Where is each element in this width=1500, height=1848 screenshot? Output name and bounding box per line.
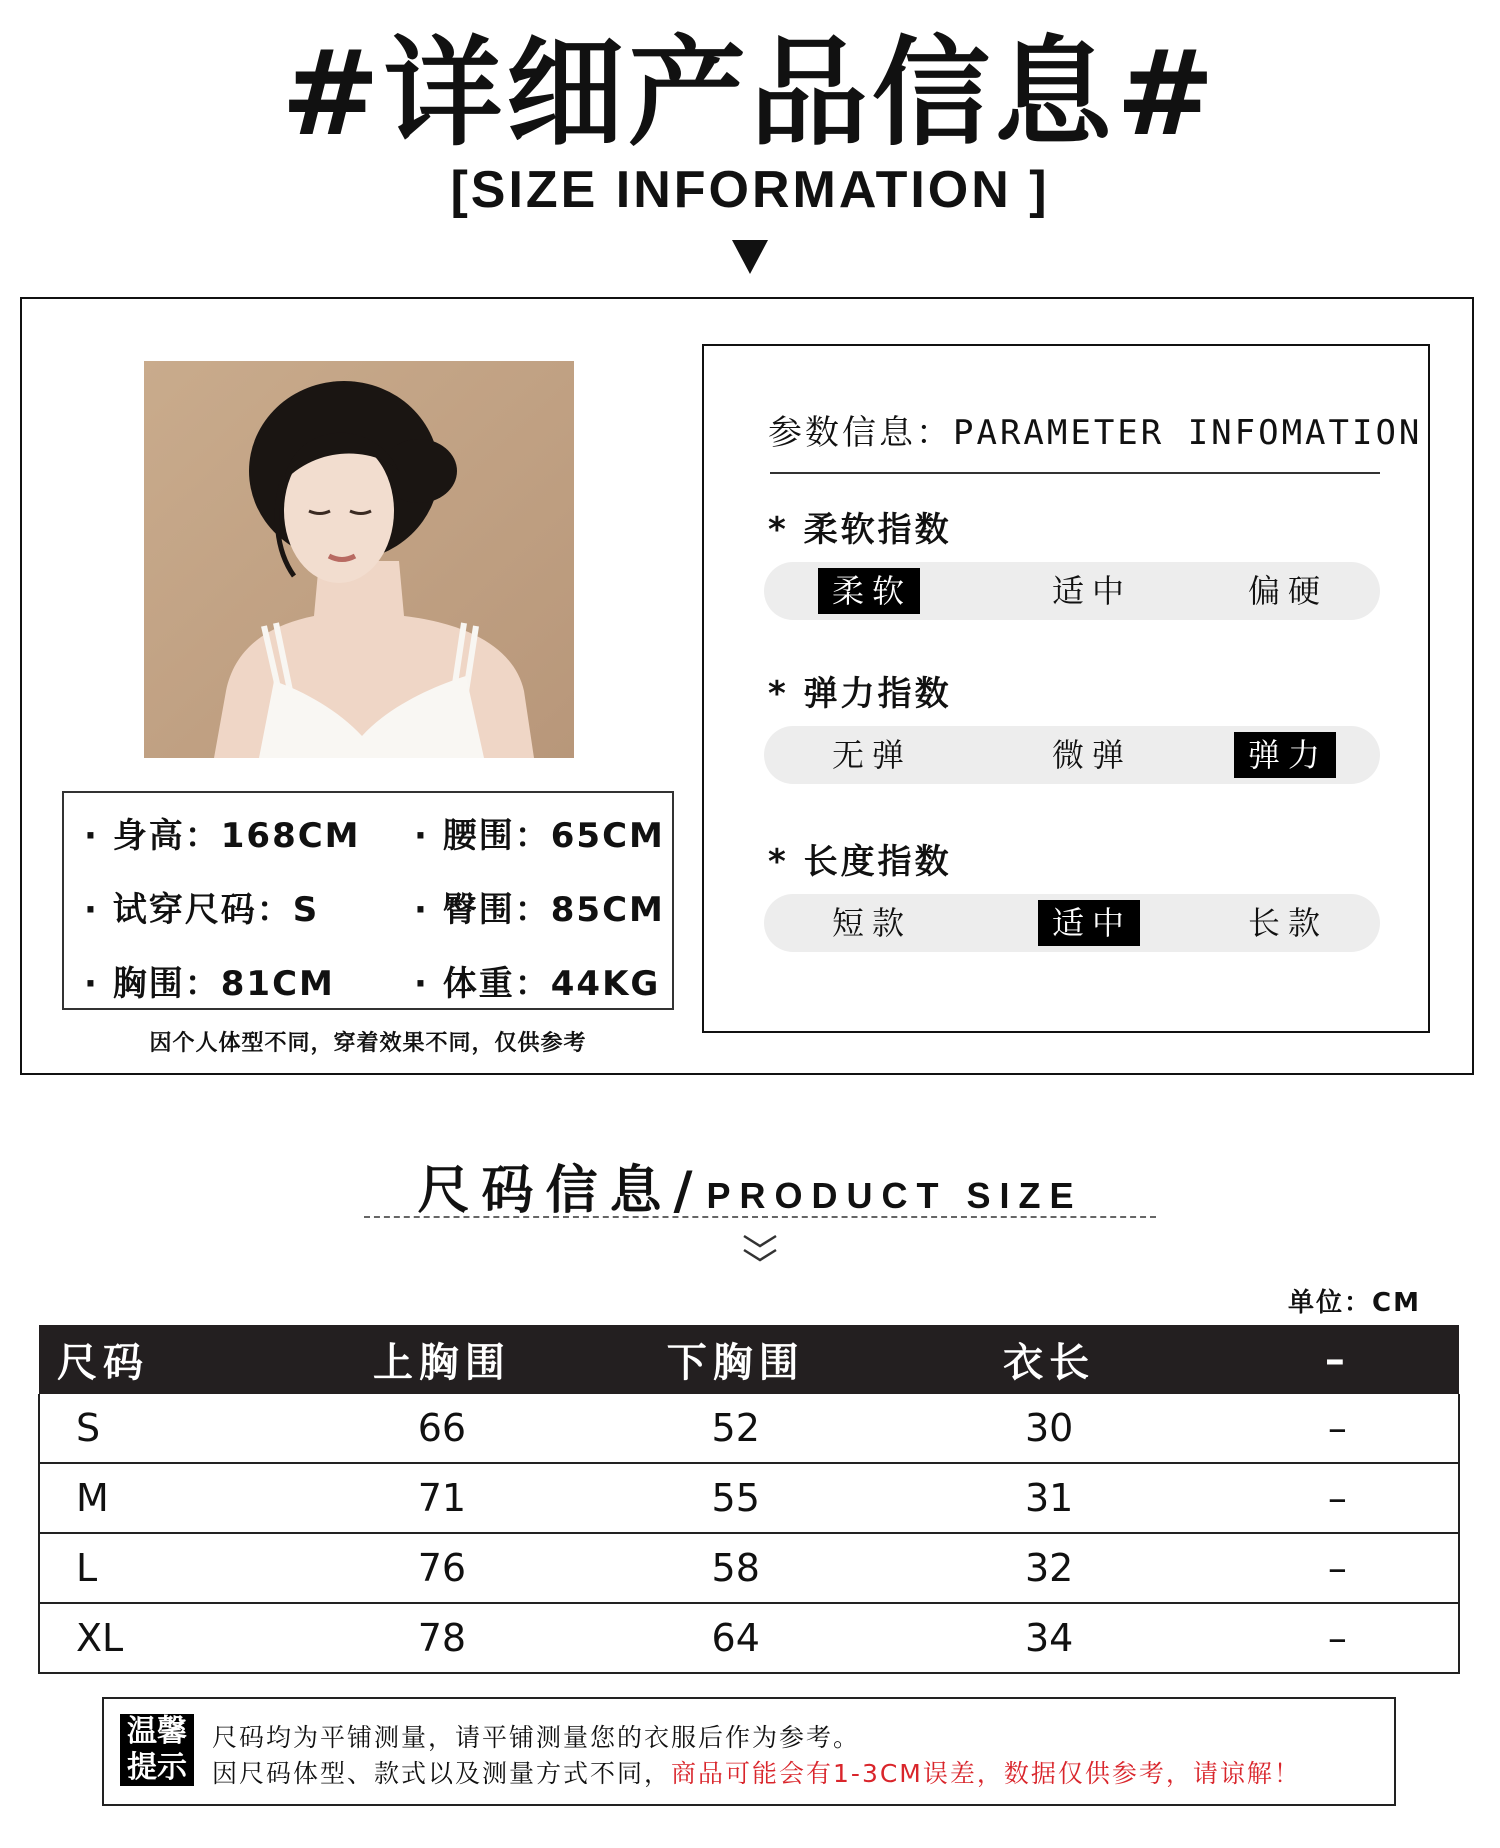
table-row xyxy=(39,1603,1459,1673)
table-cell: 52 xyxy=(590,1394,882,1463)
length-option-short: 短款 xyxy=(832,904,913,942)
softness-option-medium: 适中 xyxy=(1052,572,1133,610)
model-illustration xyxy=(144,361,574,758)
tip-line-2 xyxy=(212,1754,1301,1790)
col-blank: – xyxy=(1217,1325,1459,1394)
model-photo xyxy=(144,361,574,758)
product-size-heading xyxy=(0,1148,1500,1223)
stat-bust: · 胸围：81CM xyxy=(84,964,335,1004)
size-table xyxy=(38,1325,1460,1674)
table-row xyxy=(39,1533,1459,1603)
table-cell: 32 xyxy=(882,1533,1217,1603)
parameters-title: 参数信息：PARAMETER INFOMATION xyxy=(768,413,1423,453)
stat-height: · 身高：168CM xyxy=(84,816,361,856)
elasticity-option-elastic: 弹力 xyxy=(1234,732,1336,778)
col-under-bust: 下胸围 xyxy=(590,1325,882,1394)
table-cell: 34 xyxy=(882,1603,1217,1673)
product-size-heading-cn: 尺码信息 xyxy=(417,1161,674,1221)
tips-badge-line2: 提示 xyxy=(127,1750,187,1785)
tip-line-1: 尺码均为平铺测量，请平铺测量您的衣服后作为参考。 xyxy=(212,1723,861,1752)
stat-waist: · 腰围：65CM xyxy=(414,816,665,856)
table-cell: L xyxy=(39,1533,294,1603)
elasticity-label: * 弹力指数 xyxy=(768,674,952,714)
elasticity-option-none: 无弹 xyxy=(832,736,913,774)
stat-weight: · 体重：44KG xyxy=(414,964,661,1004)
product-size-heading-en: PRODUCT SIZE xyxy=(706,1175,1083,1216)
table-cell: 78 xyxy=(294,1603,590,1673)
stat-hip: · 臀围：85CM xyxy=(414,890,665,930)
table-cell: – xyxy=(1217,1463,1459,1533)
col-length: 衣长 xyxy=(882,1325,1217,1394)
length-option-long: 长款 xyxy=(1248,904,1329,942)
stats-disclaimer: 因个人体型不同，穿着效果不同，仅供参考 xyxy=(149,1031,587,1056)
softness-option-soft: 柔软 xyxy=(818,568,920,614)
table-cell: S xyxy=(39,1394,294,1463)
size-table-header xyxy=(39,1325,1459,1394)
down-triangle-icon xyxy=(732,240,768,274)
stat-try-size: · 试穿尺码：S xyxy=(84,890,320,930)
softness-option-hard: 偏硬 xyxy=(1248,572,1329,610)
page-title: #详细产品信息# xyxy=(281,24,1219,162)
table-cell: – xyxy=(1217,1603,1459,1673)
tip-line-2-black: 因尺码体型、款式以及测量方式不同， xyxy=(212,1759,672,1788)
heading-slash: / xyxy=(673,1161,693,1221)
table-cell: 55 xyxy=(590,1463,882,1533)
tips-badge-line1: 温馨 xyxy=(127,1714,187,1749)
double-chevron-down-icon xyxy=(740,1232,780,1268)
softness-scale xyxy=(764,562,1380,620)
table-cell: M xyxy=(39,1463,294,1533)
table-cell: 76 xyxy=(294,1533,590,1603)
col-upper-bust: 上胸围 xyxy=(294,1325,590,1394)
table-cell: 71 xyxy=(294,1463,590,1533)
table-cell: 31 xyxy=(882,1463,1217,1533)
table-cell: – xyxy=(1217,1394,1459,1463)
length-option-medium: 适中 xyxy=(1038,900,1140,946)
table-cell: 66 xyxy=(294,1394,590,1463)
tip-line-2-red: 商品可能会有1-3CM误差，数据仅供参考，请谅解！ xyxy=(671,1759,1301,1788)
table-cell: 30 xyxy=(882,1394,1217,1463)
unit-label: 单位：CM xyxy=(1288,1288,1421,1318)
table-row xyxy=(39,1463,1459,1533)
table-row xyxy=(39,1394,1459,1463)
table-cell: – xyxy=(1217,1533,1459,1603)
col-size: 尺码 xyxy=(39,1325,294,1394)
length-label: * 长度指数 xyxy=(768,842,952,882)
tips-badge xyxy=(120,1714,194,1786)
table-cell: 58 xyxy=(590,1533,882,1603)
page-subtitle: [SIZE INFORMATION ] xyxy=(450,161,1050,219)
elasticity-scale xyxy=(764,726,1380,784)
table-cell: 64 xyxy=(590,1603,882,1673)
softness-label: * 柔软指数 xyxy=(768,510,952,550)
parameters-divider xyxy=(770,472,1380,474)
length-scale xyxy=(764,894,1380,952)
elasticity-option-slight: 微弹 xyxy=(1052,736,1133,774)
table-cell: XL xyxy=(39,1603,294,1673)
heading-dashed-rule xyxy=(364,1216,1156,1218)
